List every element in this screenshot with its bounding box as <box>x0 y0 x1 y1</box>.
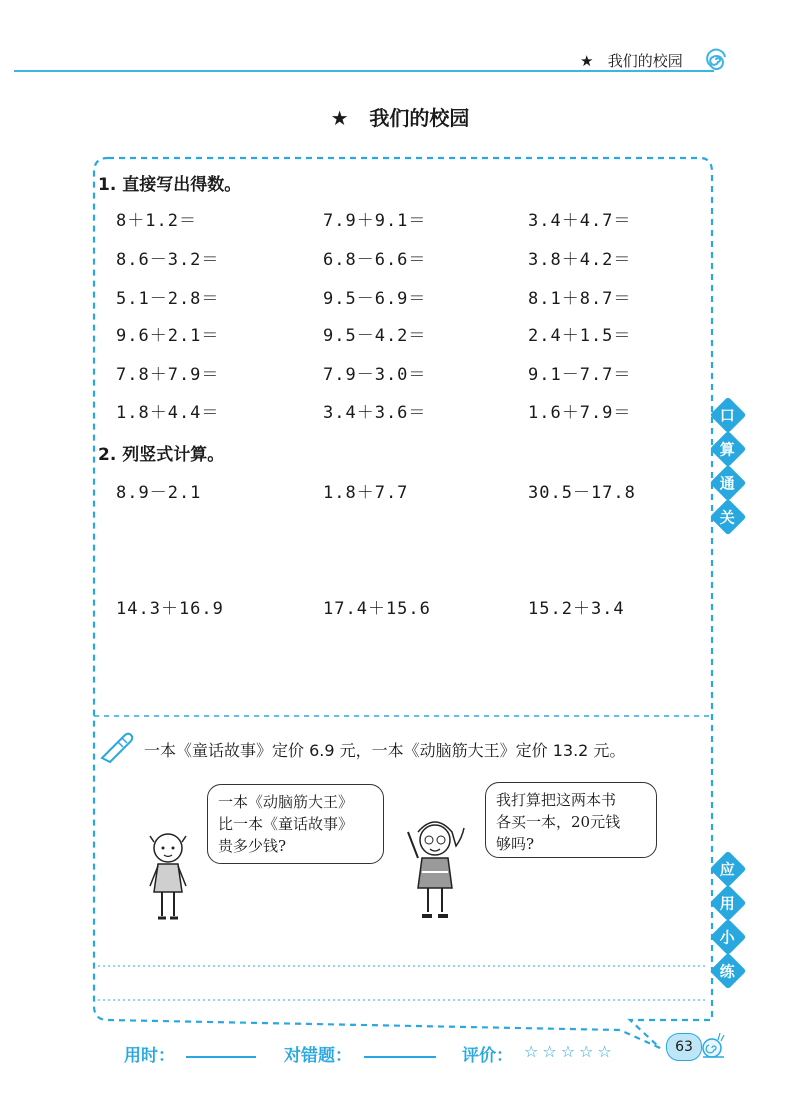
vertical-problem-2-1: 14.3＋16.9 <box>116 599 224 619</box>
vertical-problem-1-2: 1.8＋7.7 <box>323 483 409 503</box>
speech-bubble-right: 我打算把这两本书 各买一本，20元钱 够吗? <box>485 782 657 858</box>
rating-label: 评价： <box>462 1046 513 1066</box>
problem-3-2: 9.5－6.9＝ <box>323 289 427 309</box>
time-label: 用时： <box>124 1046 175 1066</box>
rating-stars[interactable]: ☆☆☆☆☆ <box>524 1042 616 1061</box>
problem-6-3: 1.6＋7.9＝ <box>528 403 632 423</box>
page-number: 63 <box>666 1033 702 1061</box>
problem-4-3: 2.4＋1.5＝ <box>528 326 632 346</box>
problem-3-1: 5.1－2.8＝ <box>116 289 220 309</box>
problem-2-1: 8.6－3.2＝ <box>116 250 220 270</box>
section2-heading: 2. 列竖式计算。 <box>98 445 225 465</box>
side-tab-xiao: 小 <box>710 919 747 956</box>
side-tab-tong: 通 <box>710 465 747 502</box>
speech-bubble-left: 一本《动脑筋大王》 比一本《童话故事》 贵多少钱? <box>207 784 384 864</box>
vertical-problem-1-3: 30.5－17.8 <box>528 483 636 503</box>
problem-5-2: 7.9－3.0＝ <box>323 365 427 385</box>
side-tab-lian: 练 <box>710 953 747 990</box>
problem-5-3: 9.1－7.7＝ <box>528 365 632 385</box>
problem-5-1: 7.8＋7.9＝ <box>116 365 220 385</box>
side-tab-yong: 用 <box>710 885 747 922</box>
time-input-line[interactable] <box>186 1056 256 1058</box>
problem-1-2: 7.9＋9.1＝ <box>323 211 427 231</box>
problem-3-3: 8.1＋8.7＝ <box>528 289 632 309</box>
side-tab-ying: 应 <box>710 851 747 888</box>
section1-heading: 1. 直接写出得数。 <box>98 175 242 195</box>
vertical-problem-2-3: 15.2＋3.4 <box>528 599 625 619</box>
problem-1-3: 3.4＋4.7＝ <box>528 211 632 231</box>
problem-6-2: 3.4＋3.6＝ <box>323 403 427 423</box>
problem-2-2: 6.8－6.6＝ <box>323 250 427 270</box>
errors-label: 对错题： <box>284 1046 352 1066</box>
problem-2-3: 3.8＋4.2＝ <box>528 250 632 270</box>
header-star-icon: ★ <box>580 52 594 70</box>
header-title-text: 我们的校园 <box>607 52 683 70</box>
boy-illustration <box>138 826 198 926</box>
problem-4-1: 9.6＋2.1＝ <box>116 326 220 346</box>
side-tab-guan: 关 <box>710 499 747 536</box>
snail-icon <box>700 1030 726 1060</box>
application-problem-text: 一本《童话故事》定价 6.9 元，一本《动脑筋大王》定价 13.2 元。 <box>144 741 626 760</box>
side-tab-kou: 口 <box>710 397 747 434</box>
side-tab-suan: 算 <box>710 431 747 468</box>
problem-6-1: 1.8＋4.4＝ <box>116 403 220 423</box>
problem-1-1: 8＋1.2＝ <box>116 211 197 231</box>
title-text: 我们的校园 <box>369 106 470 130</box>
problem-4-2: 9.5－4.2＝ <box>323 326 427 346</box>
errors-input-line[interactable] <box>364 1056 436 1058</box>
title-star-icon: ★ <box>330 106 349 130</box>
vertical-problem-2-2: 17.4＋15.6 <box>323 599 431 619</box>
girl-illustration <box>400 812 470 924</box>
vertical-problem-1-1: 8.9－2.1 <box>116 483 202 503</box>
pointing-hand-icon <box>98 728 138 766</box>
